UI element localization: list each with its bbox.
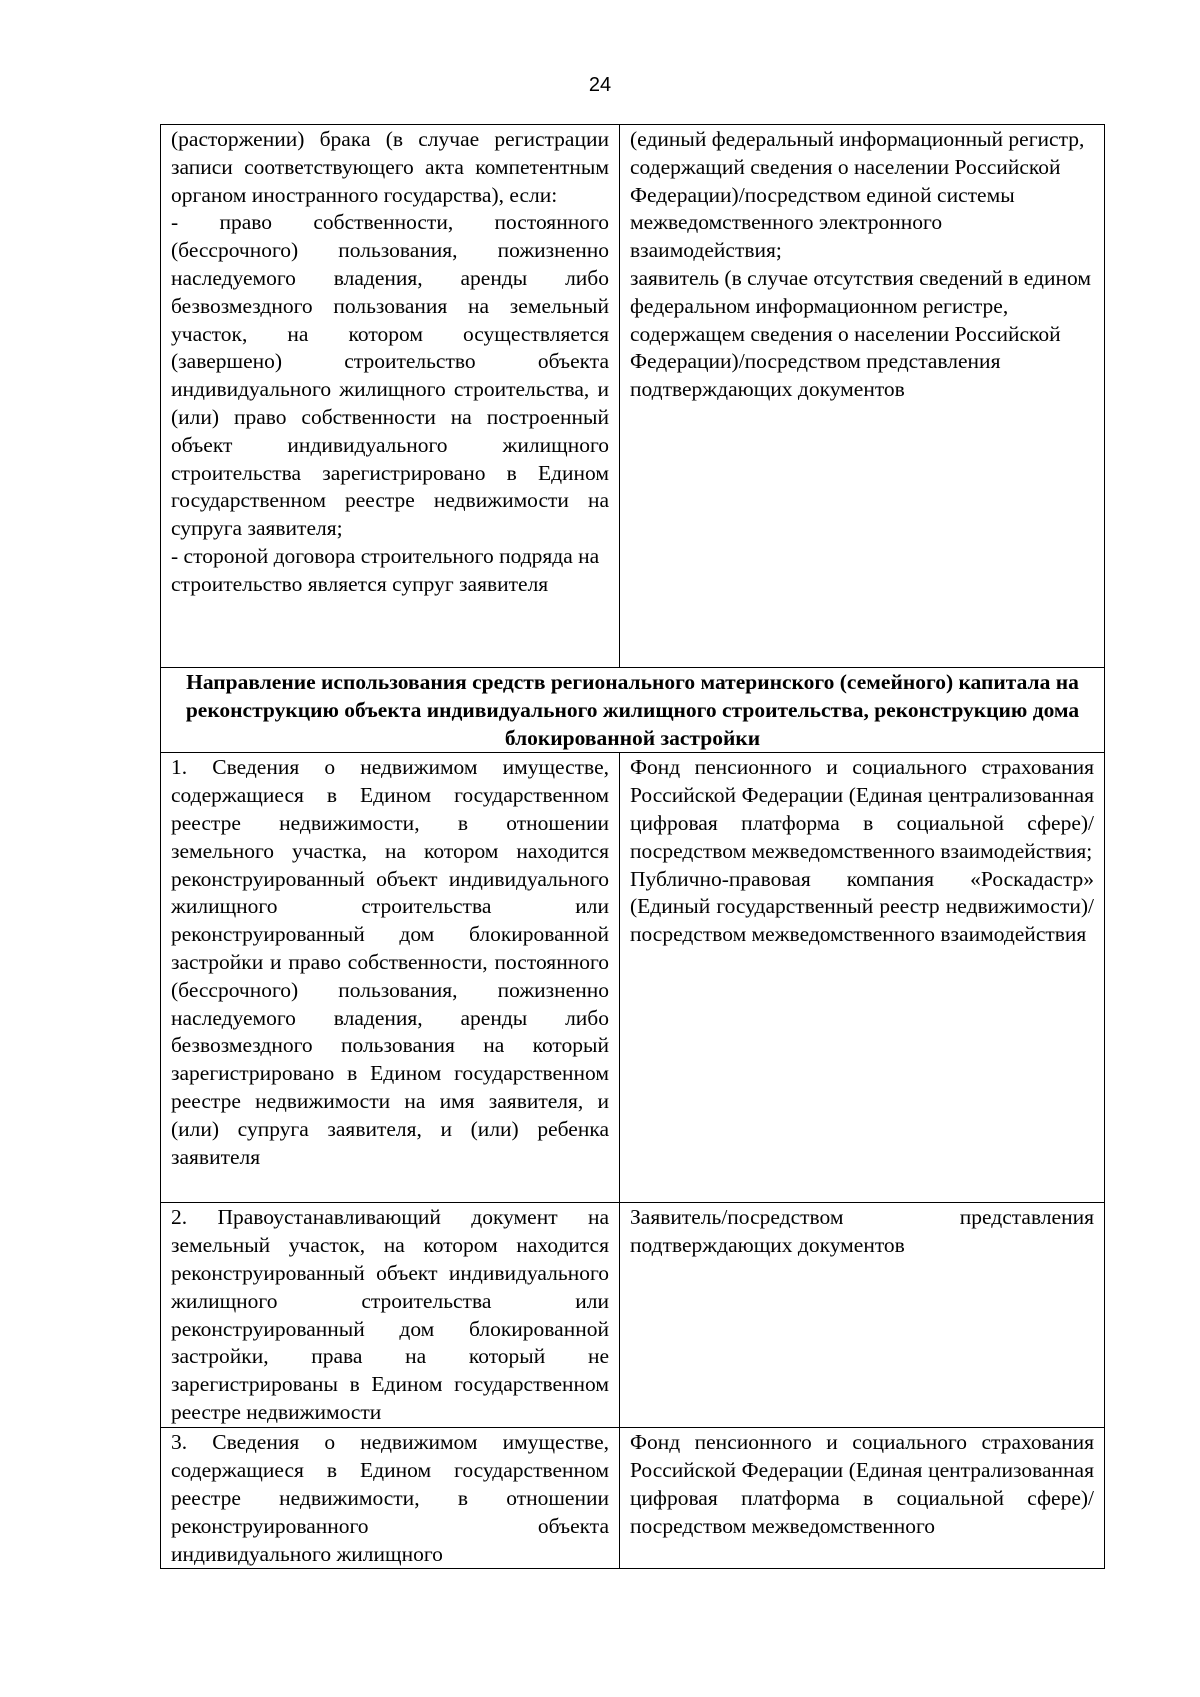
- table-row: [161, 125, 1105, 668]
- table-cell-conditions: [161, 125, 620, 668]
- table-cell-source: [620, 1203, 1105, 1428]
- table-cell-document: 1. Сведения о недвижимом имуществе, содержащиеся в Едином государственном реестре недвижимости, в отношении земельного участка, на котором находится реконструированный объект индивидуального жилищного строительства или реконструированный дом блокированной застройки и право собственности, постоянного (бессрочного) пользования, пожизненно наследуемого владения, аренды либо безвозмездного пользования на который зарегистрировано в Едином государственном реестре недвижимости на имя заявителя, и (или) супруга заявителя, и (или) ребенка заявителя: [161, 753, 620, 1203]
- cell-paragraph: (расторжении) брака (в случае регистрации записи соответствующего акта компетентным органом иностранного государства), если:: [171, 127, 609, 207]
- table-cell-document: 2. Правоустанавливающий документ на земельный участок, на котором находится реконструированный объект индивидуального жилищного строительства или реконструированный дом блокированной застройки, права на который не зарегистрированы в Едином государственном реестре недвижимости: [161, 1203, 620, 1428]
- documents-table: [160, 124, 1105, 1569]
- cell-paragraph: - право собственности, постоянного (бессрочного) пользования, пожизненно наследуемого владения, аренды либо безвозмездного пользования на земельный участок, на котором осуществляется (завершено) строительство объекта индивидуального жилищного строительства, и (или) право собственности на построенный объект индивидуального жилищного строительства зарегистрировано в Едином государственном реестре недвижимости на супруга заявителя;: [171, 210, 609, 541]
- table-row: [161, 1428, 1105, 1569]
- table-row: [161, 1203, 1105, 1428]
- section-heading: Направление использования средств регионального материнского (семейного) капитала на реконструкцию объекта индивидуального жилищного строительства, реконструкцию дома блокированной застройки: [161, 668, 1105, 753]
- table-row: [161, 753, 1105, 1203]
- page-number: 24: [588, 74, 612, 96]
- cell-paragraph: Заявитель/посредством представления подтверждающих документов: [630, 1205, 1094, 1258]
- table-cell-source: [620, 753, 1105, 1203]
- cell-paragraph: (единый федеральный информационный регистр, содержащий сведения о населении Российской Федерации)/посредством единой системы межведомственного электронного взаимодействия;: [630, 127, 1085, 263]
- table-cell-source: [620, 125, 1105, 668]
- cell-paragraph: - стороной договора строительного подряда на строительство является супруг заявителя: [171, 543, 600, 596]
- section-heading-row: [161, 668, 1105, 753]
- cell-paragraph: Фонд пенсионного и социального страхования Российской Федерации (Единая централизованная цифровая платформа в социальной сфере)/посредством межведомственного: [630, 1430, 1094, 1538]
- cell-paragraph: заявитель (в случае отсутствия сведений в едином федеральном информационном регистре, содержащем сведения о населении Российской Федерации)/посредством представления подтверждающих документов: [630, 265, 1091, 402]
- cell-paragraph: Фонд пенсионного и социального страхования Российской Федерации (Единая централизованная цифровая платформа в социальной сфере)/посредством межведомственного взаимодействия;: [630, 755, 1094, 863]
- table-cell-document: 3. Сведения о недвижимом имуществе, содержащиеся в Едином государственном реестре недвижимости, в отношении реконструированного объекта индивидуального жилищного: [161, 1428, 620, 1569]
- table-cell-source: [620, 1428, 1105, 1569]
- cell-paragraph: Публично-правовая компания «Роскадастр» (Единый государственный реестр недвижимости)/посредством межведомственного взаимодействия: [630, 866, 1094, 947]
